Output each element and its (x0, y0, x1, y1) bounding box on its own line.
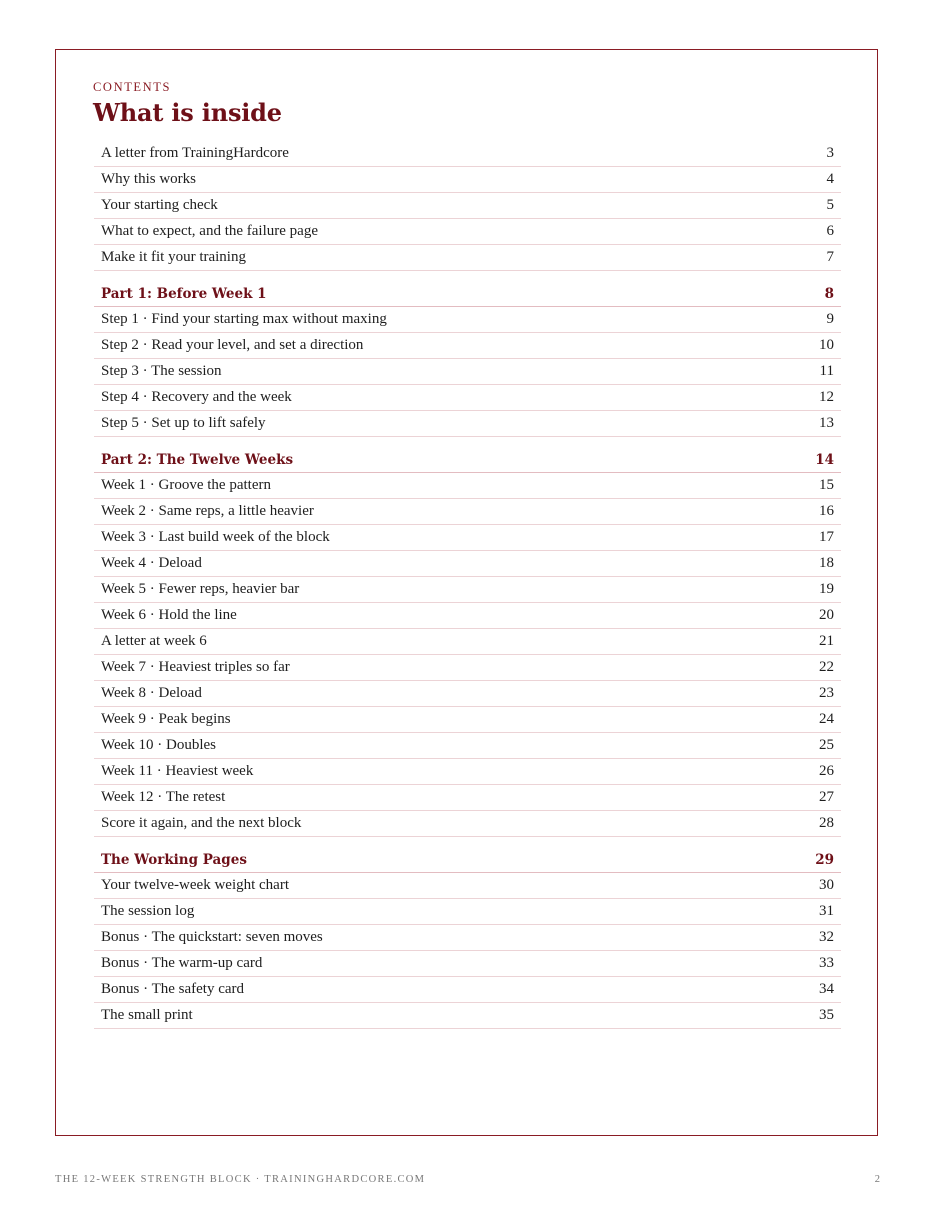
toc-entry-page: 4 (826, 171, 834, 187)
toc-entry-page: 30 (819, 877, 834, 893)
toc-entry[interactable] (94, 707, 841, 733)
toc-entry-label: Step 2 · Read your level, and set a direction (101, 337, 364, 353)
page-number: 2 (874, 1174, 880, 1185)
toc-entry-label: Week 3 · Last build week of the block (101, 529, 330, 545)
toc-entry-page: 31 (819, 903, 834, 919)
toc-entry[interactable] (94, 167, 841, 193)
toc-entry-page: 24 (819, 711, 834, 727)
running-footer: THE 12-WEEK STRENGTH BLOCK · TRAININGHARDCORE.COM (55, 1174, 426, 1185)
toc-entry[interactable] (94, 977, 841, 1003)
toc-entry[interactable] (94, 473, 841, 499)
toc-entry-label: Week 9 · Peak begins (101, 711, 231, 727)
toc-part-label: The Working Pages (101, 851, 247, 868)
toc-entry[interactable] (94, 359, 841, 385)
toc-entry-page: 22 (819, 659, 834, 675)
toc-entry-label: Week 2 · Same reps, a little heavier (101, 503, 314, 519)
section-eyebrow: CONTENTS (93, 80, 172, 94)
toc-entry-page: 20 (819, 607, 834, 623)
toc-entry-page: 12 (819, 389, 834, 405)
toc-entry[interactable] (94, 333, 841, 359)
toc-entry-label: Week 8 · Deload (101, 685, 202, 701)
toc-entry-label: Week 4 · Deload (101, 555, 202, 571)
toc-entry-label: Why this works (101, 171, 196, 187)
toc-part-label: Part 2: The Twelve Weeks (101, 451, 294, 468)
toc-entry-page: 33 (819, 955, 834, 971)
toc-entry-page: 34 (819, 981, 834, 997)
toc-part-page: 14 (815, 451, 834, 468)
toc-entry[interactable] (94, 577, 841, 603)
toc-part-page: 29 (815, 851, 834, 868)
toc-entry-page: 16 (819, 503, 834, 519)
toc-entry-page: 15 (819, 477, 834, 493)
toc-entry[interactable] (94, 733, 841, 759)
toc-entry-label: The small print (101, 1007, 193, 1023)
toc-entry[interactable] (94, 385, 841, 411)
toc-entry[interactable] (94, 411, 841, 437)
toc-entry-page: 19 (819, 581, 834, 597)
toc-entry[interactable] (94, 873, 841, 899)
toc-entry[interactable] (94, 681, 841, 707)
toc-entry-label: Step 5 · Set up to lift safely (101, 415, 266, 431)
toc-entry-page: 5 (826, 197, 834, 213)
page-title: What is inside (93, 98, 282, 127)
toc-entry-label: Week 10 · Doubles (101, 737, 217, 753)
toc-entry-page: 32 (819, 929, 834, 945)
toc-entry[interactable] (94, 655, 841, 681)
toc-entry-label: What to expect, and the failure page (101, 223, 318, 239)
toc-entry-page: 11 (819, 363, 834, 379)
toc-entry-label: A letter at week 6 (101, 633, 207, 649)
toc-entry[interactable] (94, 499, 841, 525)
toc-entry-label: Bonus · The quickstart: seven moves (101, 929, 323, 945)
toc-entry-label: Week 6 · Hold the line (101, 607, 237, 623)
toc-entry[interactable] (94, 193, 841, 219)
toc-entry[interactable] (94, 603, 841, 629)
toc-entry-label: Week 11 · Heaviest week (101, 763, 254, 779)
toc-entry[interactable] (94, 811, 841, 837)
toc-entry-page: 6 (826, 223, 834, 239)
toc-entry[interactable] (94, 551, 841, 577)
toc-entry-page: 28 (819, 815, 834, 831)
toc-entry-page: 21 (819, 633, 834, 649)
toc-entry-page: 17 (819, 529, 834, 545)
toc-entry-page: 3 (826, 145, 834, 161)
toc-entry-label: Bonus · The safety card (101, 981, 245, 997)
toc-entry-label: Step 3 · The session (101, 363, 222, 379)
toc-entry-page: 27 (819, 789, 834, 805)
toc-entry[interactable] (94, 245, 841, 271)
toc-entry-label: Your twelve-week weight chart (101, 877, 290, 893)
toc-entry-page: 25 (819, 737, 834, 753)
toc-entry-label: Step 1 · Find your starting max without maxing (101, 311, 387, 327)
toc-part-page: 8 (824, 285, 834, 302)
toc-entry[interactable] (94, 307, 841, 333)
toc-entry[interactable] (94, 525, 841, 551)
toc-entry-page: 18 (819, 555, 834, 571)
toc-entry-label: Score it again, and the next block (101, 815, 302, 831)
toc-entry-label: Week 5 · Fewer reps, heavier bar (101, 581, 300, 597)
table-of-contents (94, 141, 841, 1029)
toc-entry-label: Make it fit your training (101, 249, 246, 265)
toc-entry-label: Bonus · The warm-up card (101, 955, 263, 971)
toc-entry[interactable] (94, 925, 841, 951)
toc-entry[interactable] (94, 785, 841, 811)
toc-entry-label: Week 1 · Groove the pattern (101, 477, 271, 493)
toc-part-heading[interactable] (94, 847, 841, 873)
toc-entry[interactable] (94, 219, 841, 245)
toc-entry-page: 26 (819, 763, 834, 779)
toc-entry[interactable] (94, 1003, 841, 1029)
toc-entry-page: 35 (819, 1007, 834, 1023)
toc-part-label: Part 1: Before Week 1 (101, 285, 267, 302)
toc-entry[interactable] (94, 899, 841, 925)
toc-entry-page: 7 (826, 249, 834, 265)
toc-entry-label: Week 7 · Heaviest triples so far (101, 659, 290, 675)
toc-entry-page: 23 (819, 685, 834, 701)
toc-entry-page: 9 (826, 311, 834, 327)
toc-part-heading[interactable] (94, 447, 841, 473)
toc-part-heading[interactable] (94, 281, 841, 307)
toc-entry-page: 13 (819, 415, 834, 431)
toc-entry-label: Step 4 · Recovery and the week (101, 389, 292, 405)
toc-entry[interactable] (94, 141, 841, 167)
toc-entry[interactable] (94, 629, 841, 655)
toc-entry-label: Week 12 · The retest (101, 789, 226, 805)
toc-entry-label: A letter from TrainingHardcore (101, 145, 289, 161)
toc-entry-label: Your starting check (101, 197, 218, 213)
toc-entry-label: The session log (101, 903, 195, 919)
toc-entry[interactable] (94, 759, 841, 785)
toc-entry-page: 10 (819, 337, 834, 353)
toc-entry[interactable] (94, 951, 841, 977)
